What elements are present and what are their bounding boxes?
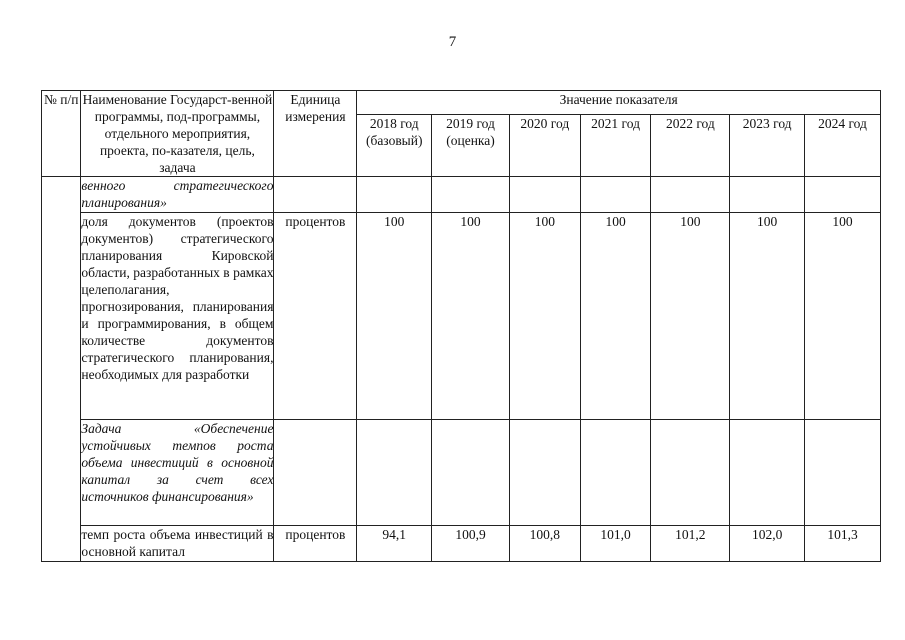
header-name: Наименование Государст-венной программы, под-программы, отдельного мероприятия, проекта, по-казателя, цель, задача bbox=[82, 92, 273, 175]
row-value bbox=[580, 177, 651, 213]
page-number: 7 bbox=[448, 34, 457, 50]
row-value: 102,0 bbox=[730, 526, 805, 562]
header-year: 2021 год bbox=[580, 115, 651, 177]
header-unit: Единица измерения bbox=[274, 91, 357, 177]
row-name: доля документов (проектов документов) стратегического планирования Кировской области, разработанных в рамках целеполагания, прогнозирования, планирования и программирования, в общем количестве документов стратегического планирования, необходимых для разработки bbox=[81, 213, 274, 420]
row-value: 100 bbox=[357, 213, 432, 420]
row-value: 100 bbox=[730, 213, 805, 420]
row-value: 100 bbox=[432, 213, 510, 420]
row-name: венного стратегического планирования» bbox=[81, 177, 274, 213]
row-unit: процентов bbox=[274, 526, 357, 562]
row-value bbox=[730, 177, 805, 213]
row-unit bbox=[274, 420, 357, 526]
row-value bbox=[357, 177, 432, 213]
header-year: 2018 год (базовый) bbox=[357, 115, 432, 177]
table-row bbox=[42, 213, 881, 420]
table-row bbox=[42, 526, 881, 562]
row-value bbox=[651, 177, 730, 213]
header-year: 2022 год bbox=[651, 115, 730, 177]
row-value: 100 bbox=[805, 213, 881, 420]
row-value: 101,3 bbox=[805, 526, 881, 562]
row-name: Задача «Обеспечение устойчивых темпов роста объема инвестиций в основной капитал за счет всех источников финансирования» bbox=[81, 420, 274, 526]
header-year: 2023 год bbox=[730, 115, 805, 177]
row-value: 101,2 bbox=[651, 526, 730, 562]
row-value: 100,8 bbox=[509, 526, 580, 562]
header-row bbox=[42, 91, 881, 115]
header-year: 2020 год bbox=[509, 115, 580, 177]
row-value: 100 bbox=[580, 213, 651, 420]
row-value bbox=[805, 177, 881, 213]
row-value bbox=[651, 420, 730, 526]
header-value-group: Значение показателя bbox=[357, 91, 881, 115]
row-value: 101,0 bbox=[580, 526, 651, 562]
num-cell bbox=[42, 177, 81, 562]
row-value bbox=[509, 420, 580, 526]
row-unit: процентов bbox=[274, 213, 357, 420]
row-value bbox=[805, 420, 881, 526]
row-value: 100 bbox=[509, 213, 580, 420]
row-value bbox=[509, 177, 580, 213]
indicators-table bbox=[41, 90, 881, 562]
row-value bbox=[432, 177, 510, 213]
row-value bbox=[432, 420, 510, 526]
table-row bbox=[42, 420, 881, 526]
row-value: 94,1 bbox=[357, 526, 432, 562]
header-year: 2019 год (оценка) bbox=[432, 115, 510, 177]
row-value: 100,9 bbox=[432, 526, 510, 562]
header-num: № п/п bbox=[42, 91, 81, 177]
row-unit bbox=[274, 177, 357, 213]
header-year: 2024 год bbox=[805, 115, 881, 177]
table-row bbox=[42, 177, 881, 213]
row-value: 100 bbox=[651, 213, 730, 420]
row-value bbox=[730, 420, 805, 526]
row-value bbox=[580, 420, 651, 526]
row-name: темп роста объема инвестиций в основной капитал bbox=[81, 526, 274, 562]
row-value bbox=[357, 420, 432, 526]
